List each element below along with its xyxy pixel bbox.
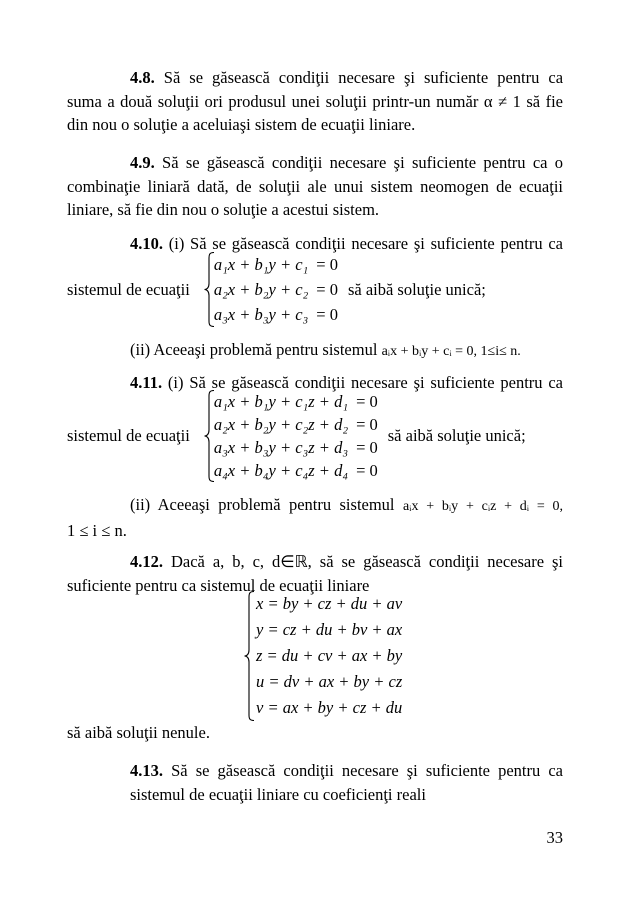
equation-rhs: = 0 xyxy=(356,392,378,411)
equation-row: z = du + cv + ax + by xyxy=(256,646,403,665)
equation-rhs: = 0 xyxy=(356,461,378,480)
problem-4-12-line-2: suficiente pentru ca sistemul de ecuaţii liniare xyxy=(67,575,370,595)
equation-rhs: = 0 xyxy=(356,438,378,457)
problem-text: Să se găsească condiţii necesare şi suficiente pentru ca o xyxy=(162,153,564,172)
problem-4-12 xyxy=(67,550,563,597)
problem-number: 4.9. xyxy=(130,153,155,172)
problem-number: 4.11. xyxy=(130,373,163,392)
problem-4-9-line-1 xyxy=(67,151,563,175)
equation-rhs: = 0 xyxy=(316,255,338,274)
page-number: 33 xyxy=(546,828,563,847)
problem-4-8 xyxy=(67,66,563,137)
equation-rhs: = 0 xyxy=(356,415,378,434)
part-ii-line-2: 1 ≤ i ≤ n. xyxy=(67,520,127,540)
problem-4-10-part-ii xyxy=(130,338,563,364)
part-ii-text: (ii) Aceeaşi problemă pentru sistemul xyxy=(130,340,378,359)
part-ii-line xyxy=(130,338,563,364)
problem-4-8-line-2: suma a două soluţii ori produsul unei soluţii printr-un număr α ≠ 1 să fie xyxy=(67,91,563,111)
problem-4-8-line-3: din nou o soluţie a aceluiaşi sistem de ecuaţii liniare. xyxy=(67,115,416,134)
left-brace-icon xyxy=(204,390,214,482)
equation-lhs: a₃x + b₃y + c₃z + d₃ xyxy=(213,438,349,457)
problem-text: Să se găsească condiţii necesare şi suficiente pentru ca xyxy=(163,68,564,87)
equation-row: u = dv + ax + by + cz xyxy=(256,672,403,691)
problem-4-12-tail xyxy=(67,721,563,745)
equation-system-4-10 xyxy=(67,252,486,327)
equation-row: v = ax + by + cz + du xyxy=(256,698,403,717)
problem-text: Dacă a, b, c, d∈ℝ, să se găsească condiţii necesare şi xyxy=(170,552,563,571)
problem-4-9-line-2: combinaţie liniară dată, de soluţii ale unui sistem neomogen de ecuaţii xyxy=(67,176,563,196)
problem-4-9 xyxy=(67,151,563,222)
equation-lhs: a₃x + b₃y + c₃ xyxy=(213,305,309,324)
equation-lhs: a₂x + b₂y + c₂ xyxy=(213,280,309,299)
system-equations xyxy=(214,390,378,482)
equation-lhs: a₂x + b₂y + c₂z + d₂ xyxy=(213,415,349,434)
problem-4-12-line-1 xyxy=(67,550,563,574)
system-tail-text: să aibă soluţie unică; xyxy=(347,279,486,299)
equation-rhs: = 0 xyxy=(316,305,338,324)
part-ii-formula: aᵢx + bᵢy + cᵢ = 0, 1≤i≤ n. xyxy=(381,344,521,359)
part-ii-line-1 xyxy=(67,493,563,519)
equation-system-4-11 xyxy=(67,390,526,482)
problem-4-8-line-1 xyxy=(67,66,563,90)
part-ii-text: (ii) Aceeaşi problemă pentru sistemul xyxy=(130,495,395,514)
system-lead-text: sistemul de ecuaţii xyxy=(67,279,190,299)
system-tail-text: să aibă soluţie unică; xyxy=(387,426,526,446)
problem-text: (i) Să se găsească condiţii necesare şi suficiente pentru ca xyxy=(168,234,563,253)
system-lead-text: sistemul de ecuaţii xyxy=(67,426,190,446)
problem-number: 4.8. xyxy=(130,68,155,87)
equation-lhs: a₁x + b₁y + c₁ xyxy=(213,255,309,274)
equation-system-4-12 xyxy=(256,591,402,721)
problem-text: (i) Să se găsească condiţii necesare şi suficiente pentru ca xyxy=(167,373,563,392)
part-ii-formula: aᵢx + bᵢy + cᵢz + dᵢ = 0, xyxy=(402,499,564,514)
left-brace-icon xyxy=(204,252,214,327)
problem-number: 4.13. xyxy=(130,761,163,780)
problem-4-11-part-ii xyxy=(67,493,563,542)
problem-4-13-line-1 xyxy=(130,759,563,783)
problem-4-12-line-3: să aibă soluţii nenule. xyxy=(67,723,210,742)
problem-number: 4.10. xyxy=(130,234,163,253)
equation-rhs: = 0 xyxy=(316,280,338,299)
left-brace-icon xyxy=(244,591,254,721)
problem-number: 4.12. xyxy=(130,552,163,571)
problem-4-13 xyxy=(130,759,563,806)
problem-4-13-line-2: sistemul de ecuaţii liniare cu coeficienţi reali xyxy=(130,784,426,804)
problem-4-9-line-3: liniare, să fie din nou o soluţie a acestui sistem. xyxy=(67,200,380,219)
equation-row: y = cz + du + bv + ax xyxy=(256,620,403,639)
equation-lhs: a₁x + b₁y + c₁z + d₁ xyxy=(213,392,349,411)
system-equations xyxy=(214,252,338,327)
problem-text: Să se găsească condiţii necesare şi suficiente pentru ca xyxy=(171,761,564,780)
equation-lhs: a₄x + b₄y + c₄z + d₄ xyxy=(213,461,349,480)
equation-row: x = by + cz + du + av xyxy=(256,594,403,613)
